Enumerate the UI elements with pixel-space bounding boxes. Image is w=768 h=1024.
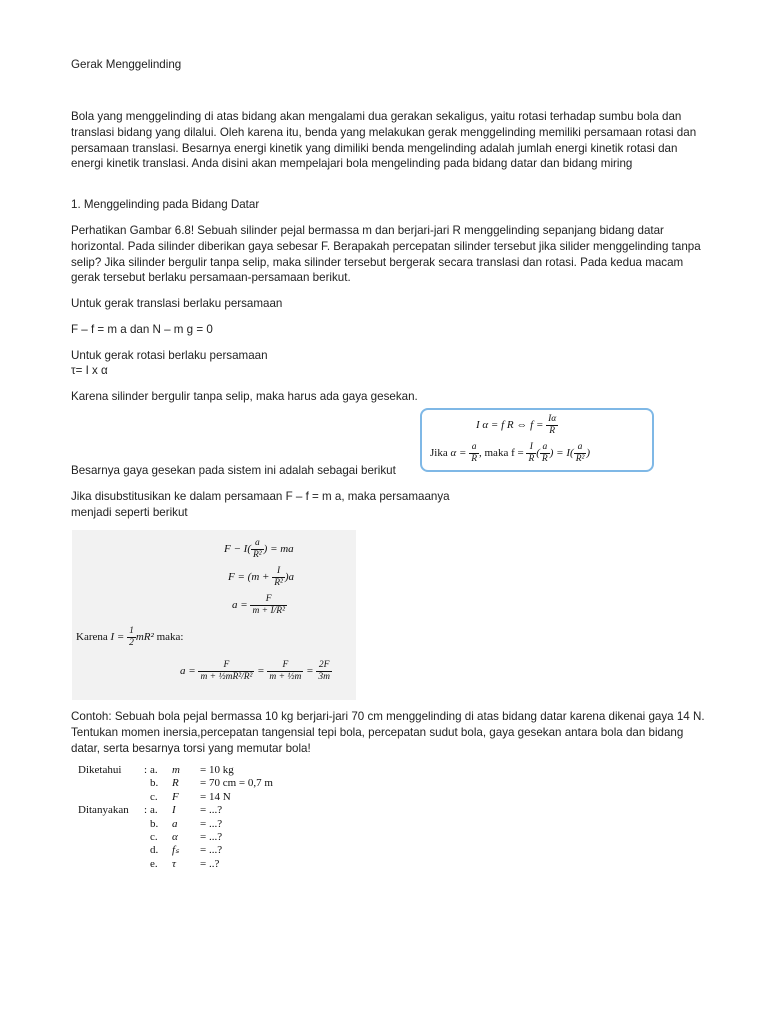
denominator: R²: [274, 578, 283, 588]
denominator: m + ½mR²/R²: [200, 672, 253, 682]
given-asked-label: Diketahui: [78, 764, 122, 776]
denominator: R: [471, 454, 477, 464]
numerator: 2F: [316, 660, 332, 672]
item-index: c.: [150, 790, 158, 803]
item-value: = ..?: [200, 857, 220, 870]
denominator: R: [549, 426, 556, 436]
item-value: = 70 cm = 0,7 m: [200, 777, 273, 790]
formula-text: I: [270, 606, 274, 616]
numerator: Iα: [548, 414, 557, 424]
contoh-paragraph: Contoh: Sebuah bola pejal bermassa 10 kg berjari-jari 70 cm menggelinding di atas bidang datar karena dikenai gaya 14 N. Tentukan momen inersia,percepatan tangensial tepi bola, percepatan sudut bola, gaya gesekan antara bola dan bidang datar, serta besarnya torsi yang memutar bola!: [71, 710, 705, 755]
denominator: R: [528, 454, 535, 464]
denominator: m + ½m: [269, 672, 302, 682]
derivation-line3: [232, 594, 287, 617]
formula-text: F =: [228, 571, 245, 584]
derivation-line1: F − I( $\frac{a}{\text{R²}}$ ) = ma: [224, 538, 294, 560]
translasi-intro: Untuk gerak translasi berlaku persamaan: [71, 297, 283, 310]
formula-text: = ma: [270, 543, 294, 556]
gaya-gesekan-text: Besarnya gaya gesekan pada sistem ini adalah sebagai berikut: [71, 464, 396, 477]
formula-text: Karena: [76, 631, 108, 644]
numerator: a: [469, 442, 479, 454]
formula-text: , maka f =: [479, 447, 524, 460]
formula-text: I =: [110, 631, 125, 644]
formula-text: mR²: [135, 631, 154, 644]
item-symbol: α: [172, 831, 178, 843]
formula-text: a =: [180, 665, 196, 678]
friction-formula-line2: Jika α = $\frac{a}{R}$ , maka f = $\frac{I}{R}$ ( $\frac{a}{R}$ ) = I( $\frac{a}{\text{R²}}$ ): [430, 442, 591, 464]
item-index: e.: [150, 857, 158, 870]
formula-text: α =: [450, 447, 467, 460]
item-index: a.: [150, 764, 158, 776]
given-asked-label: Ditanyakan: [78, 804, 129, 817]
intro-paragraph: Bola yang menggelinding di atas bidang akan mengalami dua gerakan sekaligus, yaitu rotasi terhadap sumbu bola dan translasi bidang yang dilalui. Oleh karena itu, benda yang melakukan gerak menggelinding memiliki persamaan rotasi dan persamaan translasi. Besarnya energi kinetik yang dimiliki benda mengelinding adalah jumlah energi kinetik rotasi dan energi kinetik translasi. Anda disini akan mempelajari bola mengelinding pada bidang datar dan bidang miring: [71, 110, 697, 171]
item-index: c.: [150, 831, 158, 843]
item-value: = 14 N: [200, 790, 231, 803]
numerator: I: [526, 442, 536, 454]
colon-separator: :: [144, 764, 148, 776]
item-symbol: fₛ: [172, 844, 180, 857]
numerator: a: [574, 442, 587, 454]
item-symbol: F: [172, 790, 179, 803]
gesekan-text: Karena silinder bergulir tanpa selip, maka harus ada gaya gesekan.: [71, 390, 418, 403]
document-title: Gerak Menggelinding: [71, 58, 182, 71]
denominator: m + I/R²: [252, 606, 285, 616]
formula-text: I α = f R ⇔ f =: [476, 419, 544, 432]
denominator: 3m: [318, 672, 330, 682]
formula-text: a =: [232, 599, 248, 612]
formula-text: Jika: [430, 447, 448, 460]
denominator: 2: [129, 638, 134, 648]
friction-formula-line1: [476, 414, 558, 437]
numerator: F: [267, 660, 303, 672]
item-value: = ...?: [200, 844, 223, 857]
fraction: [316, 660, 332, 683]
numerator: F: [250, 594, 287, 606]
fraction: [267, 660, 303, 683]
substitusi-text: Jika disubstitusikan ke dalam persamaan F – f = m a, maka persamaanya menjadi seperti berikut: [71, 490, 450, 519]
fraction: [540, 442, 550, 465]
formula-text: =: [556, 447, 564, 460]
section-paragraph: Perhatikan Gambar 6.8! Sebuah silinder pejal bermassa m dan berjari-jari R menggelinding sepanjang bidang datar horizontal. Pada silinder diberikan gaya sebesar F. Berapakah percepatan silinder tersebut jika silider menggelinding tanpa selip? Jika silinder bergulir tanpa selip, maka silinder tersebut bergerak secara translasi dan rotasi. Pada kedua macam gerak tersebut berlaku persamaan-persamaan berikut.: [71, 224, 701, 285]
numerator: I: [272, 566, 285, 578]
item-symbol: m: [172, 764, 180, 776]
item-symbol: τ: [172, 857, 176, 870]
formula-text: R²: [276, 606, 285, 616]
numerator: F: [198, 660, 254, 672]
fraction: [251, 538, 264, 561]
formula-text: m +: [251, 571, 270, 584]
denominator: R²: [252, 550, 262, 560]
denominator: R²: [575, 454, 585, 464]
numerator: a: [251, 538, 264, 550]
fraction: [546, 414, 558, 437]
item-index: b.: [150, 817, 159, 830]
formula-text: I: [566, 447, 571, 460]
numerator: 1: [129, 626, 134, 636]
derivation-line2: F = (m + $\frac{I}{\text{R²}}$ )a: [228, 566, 295, 588]
item-symbol: a: [172, 817, 178, 830]
colon-separator: :: [144, 804, 148, 817]
formula-text: mR²: [225, 672, 242, 682]
formula-text: =: [306, 665, 314, 678]
formula-text: maka:: [156, 631, 184, 644]
formula-text: R²: [243, 672, 253, 682]
fraction: [198, 660, 254, 683]
item-index: a.: [150, 804, 158, 817]
item-index: d.: [150, 844, 159, 857]
rotasi-equation: τ= I x α: [71, 364, 108, 377]
fraction: [127, 626, 136, 649]
item-value: = ...?: [200, 817, 223, 830]
item-value: = 10 kg: [200, 764, 234, 776]
derivation-line4: [76, 626, 183, 649]
item-value: = ...?: [200, 804, 223, 817]
acceleration-derivation-image: [72, 530, 356, 700]
rotasi-intro: Untuk gerak rotasi berlaku persamaan: [71, 349, 268, 362]
formula-text: a: [288, 571, 295, 584]
fraction: [250, 594, 287, 617]
fraction: [526, 442, 536, 465]
translasi-equation: F – f = m a dan N – m g = 0: [71, 323, 213, 336]
formula-text: =: [257, 665, 265, 678]
item-index: b.: [150, 777, 159, 790]
item-symbol: R: [172, 777, 179, 790]
formula-text: m +: [269, 672, 285, 682]
item-symbol: I: [172, 804, 176, 817]
fraction: [272, 566, 285, 589]
fraction: [574, 442, 587, 465]
fraction: [469, 442, 479, 465]
denominator: R: [541, 454, 548, 464]
given-asked-image: [78, 764, 298, 870]
derivation-line5: [180, 660, 332, 683]
formula-text: m +: [252, 606, 269, 616]
item-value: = ...?: [200, 831, 223, 843]
numerator: a: [540, 442, 550, 454]
section-heading: 1. Menggelinding pada Bidang Datar: [71, 198, 260, 211]
formula-text: F − I: [224, 543, 248, 556]
formula-text: m +: [200, 672, 217, 682]
